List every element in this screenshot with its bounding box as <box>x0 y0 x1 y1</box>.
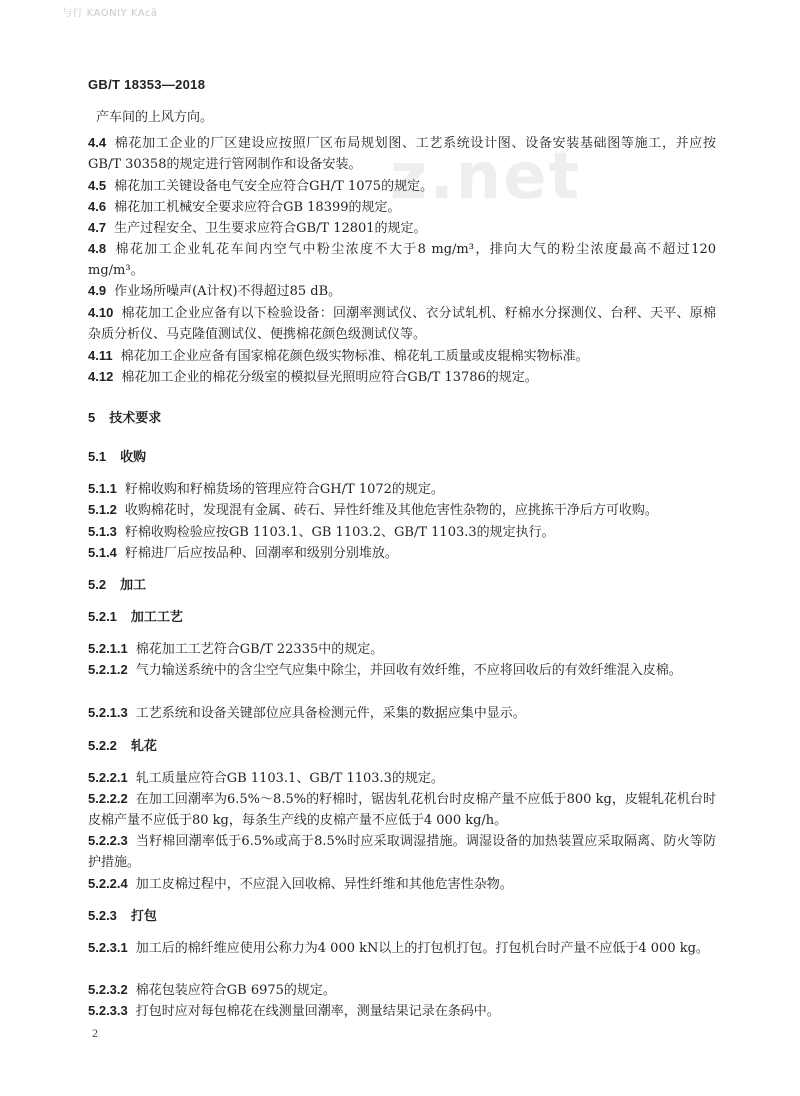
paragraph <box>88 979 716 1001</box>
paragraph <box>88 1000 716 1022</box>
paragraph-number: 5.1.2 <box>88 502 117 517</box>
watermark: z.net <box>390 140 582 214</box>
heading-text: 加工 <box>120 578 147 593</box>
section-heading <box>88 407 716 429</box>
heading-number: 5.2.3 <box>88 908 117 923</box>
heading-number: 5.2.1 <box>88 609 117 624</box>
paragraph-text: 在加工回潮率为6.5%～8.5%的籽棉时，锯齿轧花机台时皮棉产量不应低于800 kg，皮辊轧花机台时皮棉产量不应低于80 kg，每条生产线的皮棉产量不应低于4 000 kg/h。 <box>88 792 716 828</box>
paragraph-number: 5.2.3.2 <box>88 982 128 997</box>
paragraph <box>88 345 716 367</box>
paragraph-text: 籽棉收购检验应按GB 1103.1、GB 1103.2、GB/T 1103.3的规定执行。 <box>124 525 555 540</box>
paragraph <box>88 478 716 500</box>
paragraph-text: 收购棉花时，发现混有金属、砖石、异性纤维及其他危害性杂物的，应挑拣干净后方可收购。 <box>124 503 658 518</box>
paragraph-number: 5.2.1.3 <box>88 705 128 720</box>
paragraph-text: 当籽棉回潮率低于6.5%或高于8.5%时应采取调湿措施。调湿设备的加热装置应采取隔离、防火等防护措施。 <box>88 834 716 870</box>
paragraph <box>88 106 716 128</box>
section-heading <box>88 905 716 927</box>
page-number: 2 <box>92 1026 98 1040</box>
paragraph-number: 5.1.1 <box>88 481 117 496</box>
paragraph-text: 轧工质量应符合GB 1103.1、GB/T 1103.3的规定。 <box>135 771 444 786</box>
paragraph-number: 4.7 <box>88 220 107 235</box>
paragraph-text: 棉花加工企业轧花车间内空气中粉尘浓度不大于8 mg/m³，排向大气的粉尘浓度最高不超过120 mg/m³。 <box>88 242 716 278</box>
paragraph <box>88 366 716 388</box>
paragraph <box>88 196 716 218</box>
heading-number: 5.1 <box>88 449 107 464</box>
section-heading <box>88 735 716 757</box>
paragraph-number: 4.11 <box>88 348 113 363</box>
paragraph <box>88 499 716 521</box>
paragraph-number: 5.1.4 <box>88 545 117 560</box>
paragraph <box>88 937 716 959</box>
paragraph-text: 棉花加工工艺符合GB/T 22335中的规定。 <box>135 642 384 657</box>
paragraph-text: 籽棉进厂后应按品种、回潮率和级别分别堆放。 <box>124 546 398 561</box>
heading-text: 技术要求 <box>109 411 162 426</box>
paragraph-text: 气力输送系统中的含尘空气应集中除尘，并回收有效纤维，不应将回收后的有效纤维混入皮棉。 <box>135 663 682 678</box>
paragraph-text: 工艺系统和设备关键部位应具备检测元件，采集的数据应集中显示。 <box>135 706 526 721</box>
section-heading <box>88 606 716 628</box>
paragraph-text: 棉花加工企业应备有国家棉花颜色级实物标准、棉花轧工质量或皮辊棉实物标准。 <box>120 349 589 364</box>
heading-text: 收购 <box>120 450 147 465</box>
heading-number: 5.2 <box>88 577 107 592</box>
paragraph-text: 打包时应对每包棉花在线测量回潮率，测量结果记录在条码中。 <box>135 1004 500 1019</box>
paragraph-number: 5.2.2.1 <box>88 770 128 785</box>
paragraph <box>88 830 716 873</box>
heading-text: 打包 <box>130 909 157 924</box>
paragraph-number: 4.5 <box>88 178 107 193</box>
paragraph <box>88 767 716 789</box>
paragraph-text: 棉花加工企业的棉花分级室的模拟昼光照明应符合GB/T 13786的规定。 <box>121 370 538 385</box>
paragraph-number: 5.2.3.1 <box>88 940 128 955</box>
paragraph-text: 产车间的上风方向。 <box>96 110 214 125</box>
paragraph <box>88 280 716 302</box>
paragraph-number: 4.6 <box>88 199 107 214</box>
paragraph-number: 5.2.1.2 <box>88 662 128 677</box>
paragraph <box>88 659 716 681</box>
paragraph-number: 4.10 <box>88 305 114 320</box>
top-mark: 与行 KAONIY KAcā <box>62 8 158 19</box>
paragraph-number: 4.9 <box>88 283 107 298</box>
paragraph-number: 5.1.3 <box>88 524 117 539</box>
paragraph-text: 棉花加工企业的厂区建设应按照厂区布局规划图、工艺系统设计图、设备安装基础图等施工，并应按GB/T 30358的规定进行管网制作和设备安装。 <box>88 136 716 172</box>
paragraph <box>88 788 716 831</box>
paragraph-number: 5.2.2.3 <box>88 833 128 848</box>
standard-number: GB/T 18353—2018 <box>88 77 206 92</box>
paragraph <box>88 132 716 175</box>
paragraph <box>88 702 716 724</box>
paragraph-text: 籽棉收购和籽棉货场的管理应符合GH/T 1072的规定。 <box>124 482 444 497</box>
paragraph <box>88 638 716 660</box>
paragraph <box>88 175 716 197</box>
section-heading <box>88 574 716 596</box>
paragraph-text: 棉花包装应符合GB 6975的规定。 <box>135 983 336 998</box>
paragraph <box>88 217 716 239</box>
paragraph <box>88 873 716 895</box>
paragraph-text: 加工皮棉过程中，不应混入回收棉、异性纤维和其他危害性杂物。 <box>135 877 513 892</box>
paragraph-number: 5.2.3.3 <box>88 1003 128 1018</box>
paragraph-number: 5.2.1.1 <box>88 641 128 656</box>
paragraph-text: 棉花加工企业应备有以下检验设备：回潮率测试仪、衣分试轧机、籽棉水分探测仪、台秤、天平、原棉杂质分析仪、马克隆值测试仪、便携棉花颜色级测试仪等。 <box>88 306 716 342</box>
paragraph <box>88 542 716 564</box>
paragraph <box>88 521 716 543</box>
heading-text: 加工工艺 <box>130 610 183 625</box>
paragraph-text: 棉花加工机械安全要求应符合GB 18399的规定。 <box>114 200 401 215</box>
paragraph-text: 加工后的棉纤维应使用公称力为4 000 kN以上的打包机打包。打包机台时产量不应低于4 000 kg。 <box>135 941 709 956</box>
paragraph-text: 棉花加工关键设备电气安全应符合GH/T 1075的规定。 <box>114 179 434 194</box>
heading-number: 5 <box>88 410 96 425</box>
section-heading <box>88 446 716 468</box>
paragraph-number: 4.8 <box>88 241 107 256</box>
paragraph <box>88 238 716 281</box>
paragraph-text: 生产过程安全、卫生要求应符合GB/T 12801的规定。 <box>114 221 427 236</box>
paragraph-number: 5.2.2.2 <box>88 791 128 806</box>
paragraph-number: 5.2.2.4 <box>88 876 128 891</box>
paragraph-text: 作业场所噪声(A计权)不得超过85 dB。 <box>114 284 342 299</box>
heading-number: 5.2.2 <box>88 738 117 753</box>
heading-text: 轧花 <box>130 739 157 754</box>
paragraph <box>88 302 716 345</box>
paragraph-number: 4.12 <box>88 369 114 384</box>
paragraph-number: 4.4 <box>88 135 107 150</box>
